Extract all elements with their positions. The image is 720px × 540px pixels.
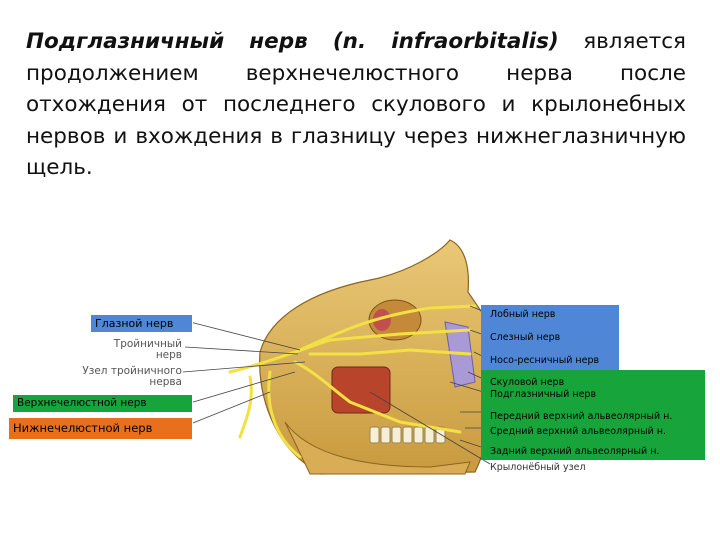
teeth-group [370, 427, 445, 443]
label-ganglion-line1: Узел тройничного [82, 365, 182, 377]
label-posterior-alveolar: Задний верхний альвеолярный н. [490, 446, 660, 457]
label-nasociliary-nerve: Носо-ресничный нерв [490, 355, 600, 366]
label-frontal-nerve: Лобный нерв [490, 309, 556, 320]
label-zygomatic-nerve: Скуловой нерв [490, 377, 565, 388]
label-middle-alveolar: Средний верхний альвеолярный н. [490, 426, 667, 437]
label-trigeminal-line1: Тройничный [113, 338, 182, 350]
label-trigeminal-line2: нерв [155, 349, 182, 361]
label-pterygopalatine-ganglion: Крылонёбный узел [490, 462, 586, 473]
anatomy-figure [13, 222, 706, 478]
label-trigeminal-ganglion [80, 366, 182, 388]
label-lacrimal-nerve: Слезный нерв [490, 332, 561, 343]
label-mandibular-nerve: Нижнечелюстной нерв [8, 417, 193, 440]
label-anterior-alveolar: Передний верхний альвеолярный н. [490, 411, 673, 422]
label-trigeminal [112, 339, 182, 361]
label-ganglion-line2: нерва [149, 376, 182, 388]
label-infraorbital-nerve: Подглазничный нерв [490, 389, 597, 400]
paragraph-term: Подглазничный нерв (n. infraorbitalis) [26, 29, 559, 54]
label-ophthalmic-nerve: Глазной нерв [90, 314, 193, 333]
paragraph [26, 26, 686, 184]
label-maxillary-nerve: Верхнечелюстной нерв [12, 394, 193, 413]
paragraph-body: является продолжением верхнечелюстного нерва после отхождения от последнего скулового и крылонебных нервов и вхождения в глазницу через нижнеглазничную щель. [26, 29, 686, 180]
